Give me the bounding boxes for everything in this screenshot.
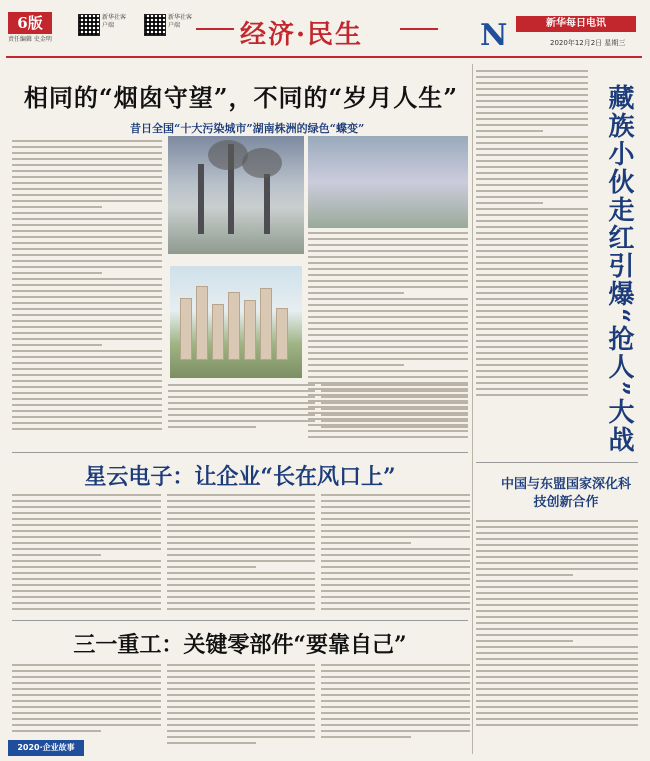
- page-number: 6版: [8, 12, 52, 34]
- city-photo: [308, 136, 468, 228]
- section-divider: [476, 462, 638, 463]
- lead-article-body: [168, 384, 468, 430]
- lead-headline: 相同的“烟囱守望”，不同的“岁月人生”: [23, 83, 459, 112]
- sidebar-news-headline: 中国与东盟国家深化科技创新合作: [500, 477, 631, 510]
- title-ornament: [400, 28, 438, 30]
- story-two-body: [12, 494, 470, 614]
- column-badge: 2020·企业故事: [8, 740, 84, 756]
- sidebar-article-body: [476, 70, 588, 400]
- sidebar-vertical-headline: 藏族小伙走红引爆“抢人”大战: [604, 84, 634, 454]
- story-three-body: [12, 664, 470, 746]
- newspaper-logo-icon: N: [480, 18, 508, 53]
- factory-chimney-photo: [168, 136, 304, 254]
- section-divider: [12, 452, 468, 453]
- title-ornament: [196, 28, 234, 30]
- page-editor: 责任编辑 史金明: [8, 36, 52, 43]
- qr-label: 新华社客户端: [102, 14, 127, 29]
- sidebar-article-body: [476, 520, 638, 756]
- lead-subheadline: 昔日全国“十大污染城市”湖南株洲的绿色“蝶变”: [130, 122, 365, 135]
- housing-estate-photo: [170, 266, 302, 378]
- newspaper-name: 新华每日电讯: [516, 16, 636, 32]
- story-three-headline: 三一重工：关键零部件“要靠自己”: [73, 632, 407, 658]
- header-rule: [6, 56, 642, 58]
- story-two-headline: 星云电子：让企业“长在风口上”: [84, 464, 396, 490]
- qr-code-icon: [144, 14, 166, 36]
- column-divider: [472, 64, 473, 754]
- issue-date: 2020年12月2日 星期三: [550, 39, 626, 47]
- section-divider: [12, 620, 468, 621]
- qr-code-icon: [78, 14, 100, 36]
- qr-label: 新华社客户端: [168, 14, 193, 29]
- section-title: 经济·民生: [240, 20, 364, 50]
